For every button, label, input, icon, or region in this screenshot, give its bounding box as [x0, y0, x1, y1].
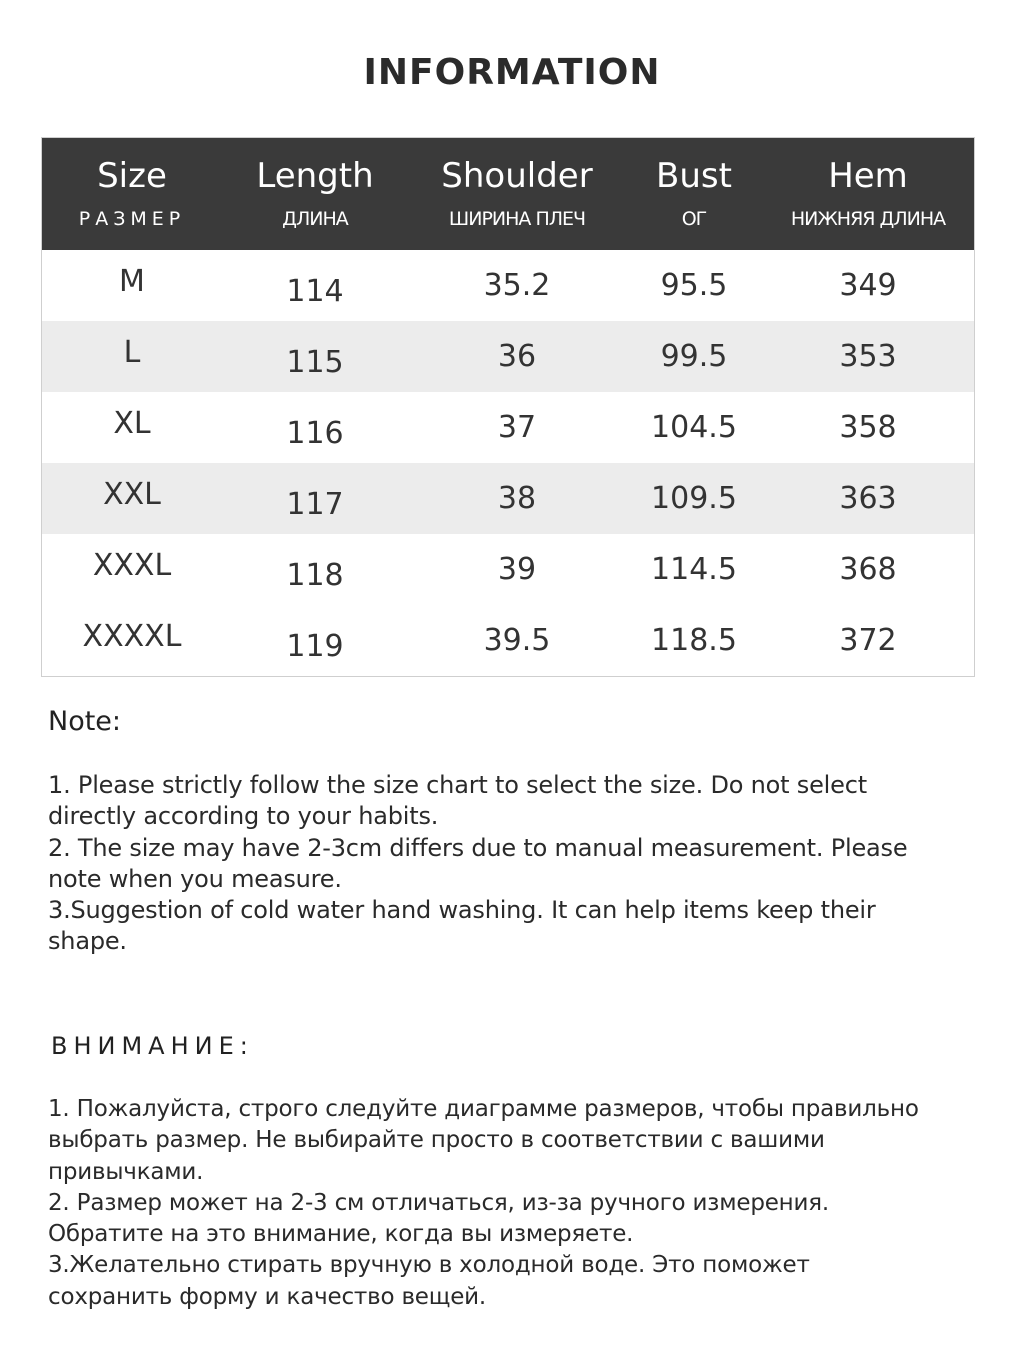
table-row [42, 534, 974, 605]
header-length-ru: ДЛИНА [282, 208, 348, 230]
cell-length: 114 [286, 274, 344, 309]
cell-size: XXXL [92, 548, 172, 583]
header-bust [626, 138, 762, 250]
table-header [42, 138, 974, 250]
cell-hem: 372 [839, 623, 897, 658]
cell-size: XL [113, 406, 151, 441]
table-row [42, 250, 974, 321]
table-row [42, 392, 974, 463]
cell-hem: 349 [839, 268, 897, 303]
note-text-ru [48, 1094, 978, 1313]
note-line: 3.Suggestion of cold water hand washing. It can help items keep their [48, 896, 876, 925]
cell-size: XXL [103, 477, 161, 512]
note-line-ru: сохранить форму и качество вещей. [48, 1283, 487, 1310]
cell-shoulder: 38 [497, 481, 537, 516]
note-line-ru: 2. Размер может на 2-3 см отличаться, из-за ручного измерения. [48, 1189, 829, 1216]
table-row [42, 463, 974, 534]
cell-length: 117 [286, 487, 344, 522]
cell-shoulder: 39 [497, 552, 537, 587]
cell-size: XXXXL [82, 619, 182, 654]
cell-length: 116 [286, 416, 344, 451]
cell-shoulder: 35.2 [483, 268, 551, 303]
header-hem-en: Hem [828, 156, 908, 196]
header-hem-ru: НИЖНЯЯ ДЛИНА [790, 208, 946, 230]
cell-length: 115 [286, 345, 344, 380]
note-line: directly according to your habits. [48, 802, 439, 831]
header-length [222, 138, 408, 250]
cell-size: M [119, 264, 145, 299]
header-size-ru: РАЗМЕР [78, 208, 186, 230]
header-size [42, 138, 222, 250]
note-line-ru: выбрать размер. Не выбирайте просто в соответствии с вашими [48, 1127, 825, 1154]
cell-hem: 358 [839, 410, 897, 445]
cell-hem: 368 [839, 552, 897, 587]
note-line: 2. The size may have 2-3cm differs due to manual measurement. Please [48, 833, 908, 862]
note-line: note when you measure. [48, 864, 342, 893]
table-row [42, 605, 974, 676]
note-line-ru: Обратите на это внимание, когда вы измеряете. [48, 1221, 634, 1248]
cell-bust: 95.5 [660, 268, 728, 303]
cell-bust: 104.5 [651, 410, 737, 445]
note-line: shape. [48, 927, 127, 956]
header-length-en: Length [256, 156, 374, 196]
cell-size: L [123, 335, 141, 370]
note-line-ru: 1. Пожалуйста, строго следуйте диаграмме размеров, чтобы правильно [48, 1096, 919, 1122]
header-bust-en: Bust [656, 156, 732, 196]
header-bust-ru: ОГ [681, 208, 707, 230]
cell-hem: 363 [839, 481, 897, 516]
cell-bust: 99.5 [660, 339, 728, 374]
cell-shoulder: 37 [497, 410, 537, 445]
cell-shoulder: 39.5 [483, 623, 551, 658]
header-shoulder-en: Shoulder [441, 156, 593, 196]
note-line-ru: 3.Желательно стирать вручную в холодной воде. Это поможет [48, 1252, 810, 1279]
header-size-en: Size [97, 156, 167, 196]
note-heading: Note: [48, 706, 122, 737]
note-line-ru: привычками. [48, 1158, 204, 1185]
header-shoulder [408, 138, 626, 250]
cell-bust: 109.5 [651, 481, 737, 516]
header-shoulder-ru: ШИРИНА ПЛЕЧ [448, 208, 586, 230]
header-hem [762, 138, 974, 250]
cell-length: 119 [286, 629, 344, 664]
note-heading-ru: ВНИМАНИЕ: [51, 1032, 254, 1060]
note-line: 1. Please strictly follow the size chart to select the size. Do not select [48, 771, 867, 799]
cell-length: 118 [286, 558, 344, 593]
size-chart-table [41, 137, 975, 677]
cell-shoulder: 36 [497, 339, 537, 374]
page-title: INFORMATION [363, 52, 661, 93]
note-text-en [48, 770, 948, 958]
cell-bust: 118.5 [651, 623, 737, 658]
cell-bust: 114.5 [651, 552, 737, 587]
cell-hem: 353 [839, 339, 897, 374]
table-row [42, 321, 974, 392]
